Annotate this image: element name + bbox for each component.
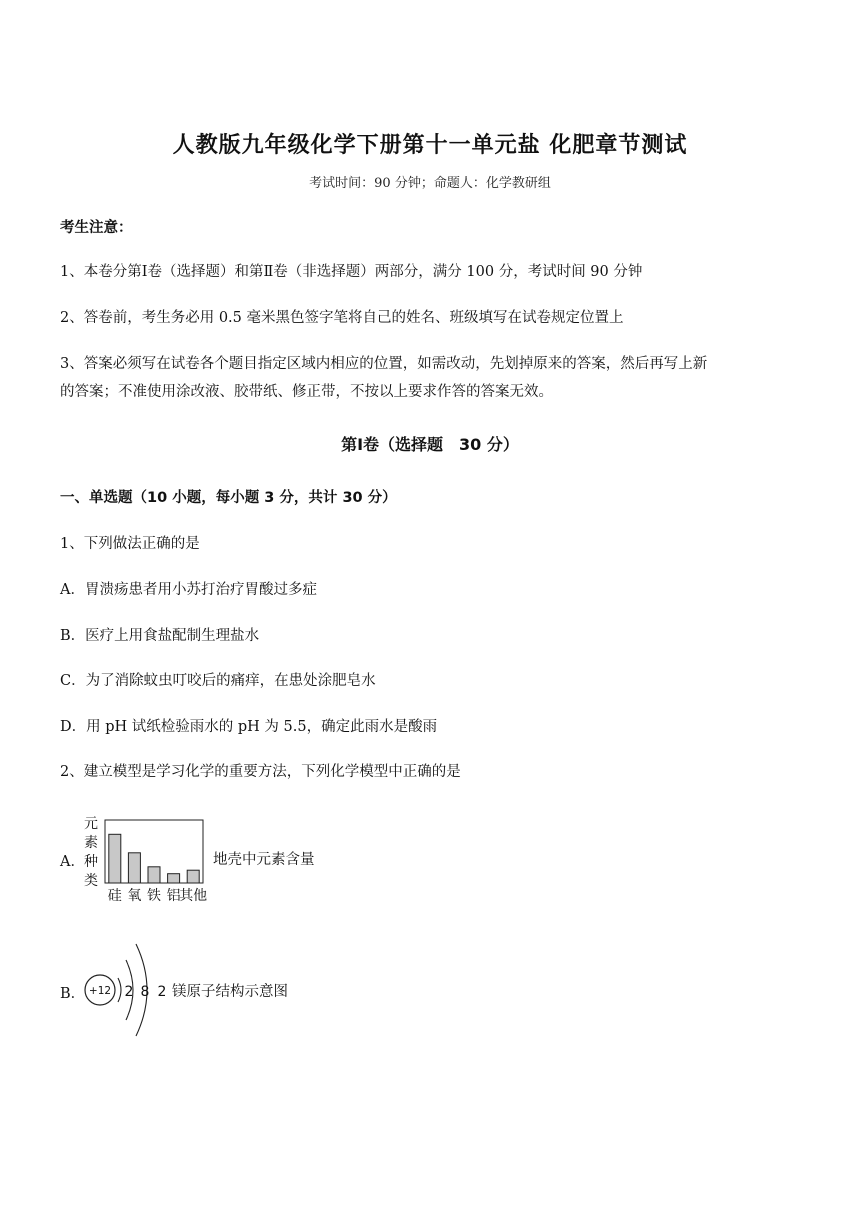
question-1-stem: 1、下列做法正确的是 <box>60 536 200 552</box>
chart-x-tick-2: 氧 <box>127 888 142 904</box>
question-2-option-b-caption: 镁原子结构示意图 <box>172 984 288 1000</box>
question-1-option-a: A．胃溃疡患者用小苏打治疗胃酸过多症 <box>60 582 317 598</box>
question-2-stem: 2、建立模型是学习化学的重要方法，下列化学模型中正确的是 <box>60 764 461 780</box>
chart-x-tick-5: 其他 <box>179 888 208 904</box>
electron-shell-1-arc <box>118 978 121 1002</box>
chart-x-tick-1: 硅 <box>107 888 122 904</box>
chart-bar-5 <box>187 870 199 883</box>
notice-item-1: 1、本卷分第Ⅰ卷（选择题）和第Ⅱ卷（非选择题）两部分，满分 100 分，考试时间 90 分钟 <box>60 264 643 280</box>
electron-shell-1-count: 2 <box>124 984 134 1000</box>
section-title: 第Ⅰ卷（选择题 30 分） <box>341 435 519 454</box>
element-content-chart <box>80 814 212 908</box>
part-heading: 一、单选题（10 小题，每小题 3 分，共计 30 分） <box>60 490 397 506</box>
chart-bar-3 <box>148 867 160 883</box>
chart-x-tick-4: 铝 <box>166 888 181 904</box>
chart-bar-4 <box>168 874 180 883</box>
document-title: 人教版九年级化学下册第十一单元盐 化肥章节测试 <box>172 133 688 158</box>
question-1-option-b: B．医疗上用食盐配制生理盐水 <box>60 628 260 644</box>
notice-item-3-continued: 的答案；不准使用涂改液、胶带纸、修正带，不按以上要求作答的答案无效。 <box>60 384 553 400</box>
question-2-option-b-letter: B． <box>60 986 86 1002</box>
document-subtitle: 考试时间：90 分钟；命题人：化学教研组 <box>309 176 551 191</box>
chart-bars <box>109 834 199 883</box>
question-2-option-a-letter: A． <box>60 854 85 870</box>
electron-shell-3-count: 2 <box>157 984 167 1000</box>
electron-shell-2-count: 8 <box>140 984 150 1000</box>
question-1-option-d: D．用 pH 试纸检验雨水的 pH 为 5.5，确定此雨水是酸雨 <box>60 719 438 735</box>
chart-y-label-text: 元素种类 <box>84 816 98 889</box>
chart-x-tick-labels <box>108 887 207 904</box>
magnesium-atom-diagram <box>84 938 174 1038</box>
chart-x-tick-3: 铁 <box>147 888 161 904</box>
question-1-option-c: C．为了消除蚊虫叮咬后的痛痒，在患处涂肥皂水 <box>60 673 376 689</box>
chart-bar-1 <box>109 834 121 883</box>
atom-nucleus-charge: +12 <box>88 985 112 997</box>
chart-y-axis-label <box>84 816 98 889</box>
notice-item-2: 2、答卷前，考生务必用 0.5 毫米黑色签字笔将自己的姓名、班级填写在试卷规定位置上 <box>60 310 624 326</box>
notice-item-3: 3、答案必须写在试卷各个题目指定区域内相应的位置，如需改动，先划掉原来的答案，然后再写上新 <box>60 356 708 372</box>
question-2-option-a-caption: 地壳中元素含量 <box>213 852 315 868</box>
chart-bar-2 <box>128 853 140 883</box>
notice-heading: 考生注意： <box>60 220 133 236</box>
